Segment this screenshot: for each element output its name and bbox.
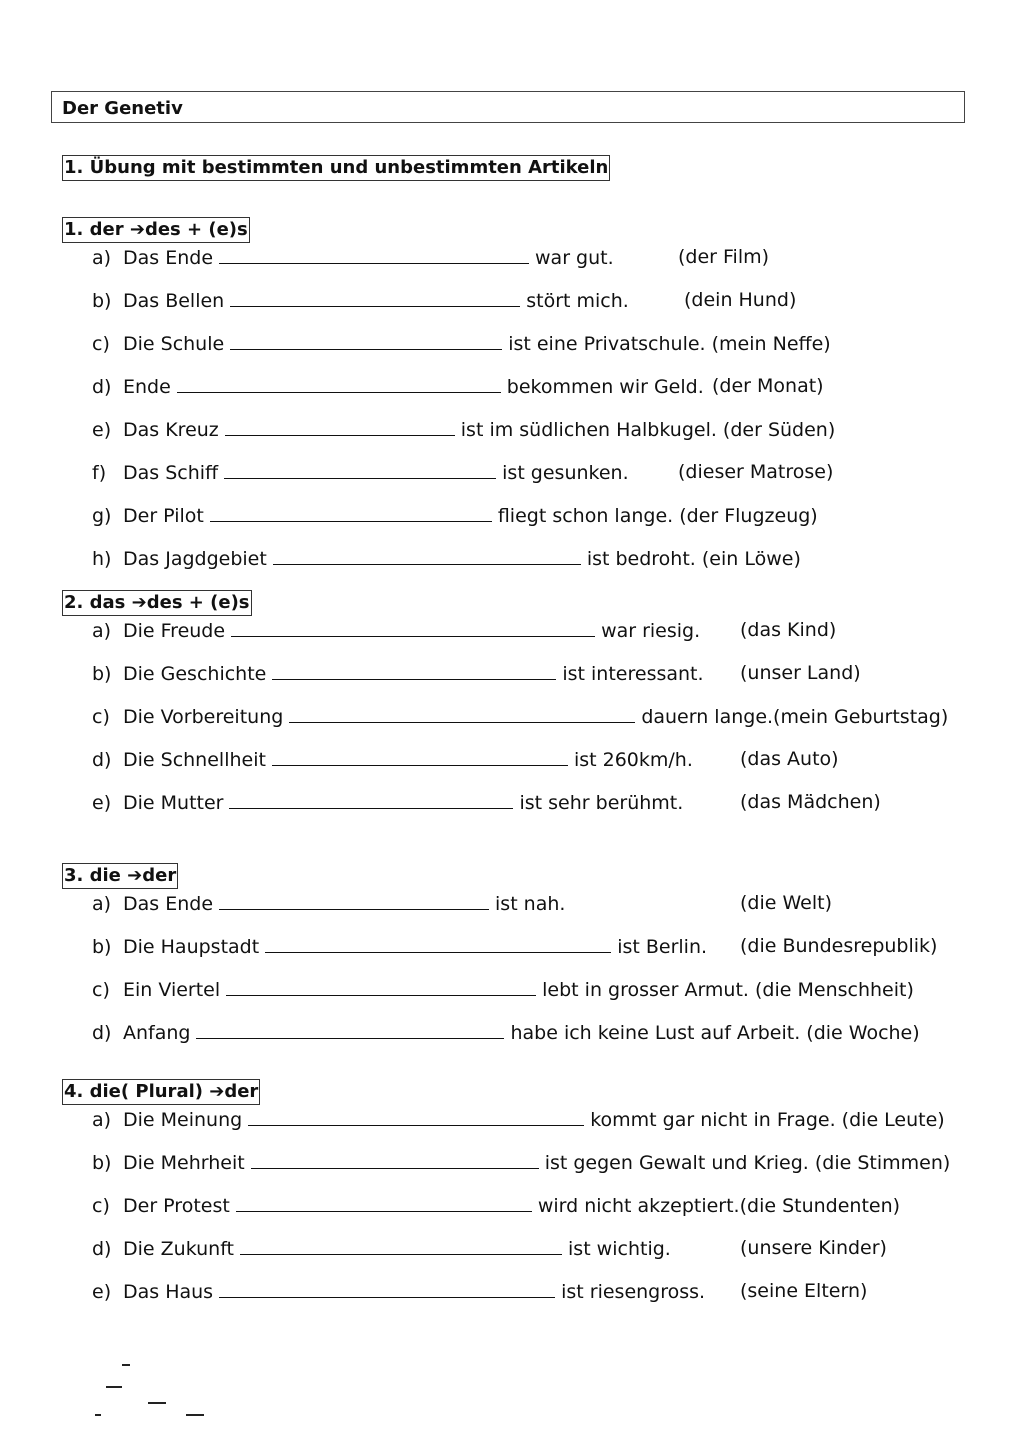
item-letter: b) [92, 663, 112, 685]
item-hint: (die Bundesrepublik) [740, 935, 938, 957]
item-letter: a) [92, 893, 112, 915]
page-title: Der Genetiv [62, 98, 183, 119]
item-prompt: Das Kreuz [123, 419, 219, 441]
exercise-item [92, 1236, 887, 1261]
item-letter: b) [92, 936, 112, 958]
item-letter: e) [92, 1281, 112, 1303]
item-letter: g) [92, 505, 112, 527]
item-prompt: Die Meinung [123, 1109, 243, 1131]
item-hint: (die Welt) [740, 892, 832, 914]
answer-blank[interactable] [265, 934, 611, 953]
item-continuation: ist Berlin. [617, 936, 708, 958]
exercise-item [92, 1020, 920, 1045]
answer-blank[interactable] [219, 1279, 555, 1298]
answer-blank[interactable] [226, 977, 536, 996]
answer-blank[interactable] [240, 1236, 562, 1255]
answer-blank[interactable] [231, 618, 595, 637]
item-hint: (unsere Kinder) [740, 1237, 887, 1259]
answer-blank[interactable] [248, 1107, 584, 1126]
exercise-item [92, 288, 797, 313]
item-continuation: ist 260km/h. [573, 749, 693, 771]
item-continuation: ist gesunken. [502, 462, 629, 484]
item-prompt: Das Ende [123, 893, 214, 915]
exercise-heading: 1. Übung mit bestimmten und unbestimmten Artikeln [62, 155, 610, 181]
item-prompt: Der Pilot [123, 505, 204, 527]
item-continuation: ist eine Privatschule. (mein Neffe) [508, 333, 831, 355]
item-prompt: Die Mutter [123, 792, 224, 814]
item-prompt: Das Bellen [123, 290, 225, 312]
exercise-item [92, 503, 818, 528]
item-continuation: ist gegen Gewalt und Krieg. (die Stimmen) [544, 1152, 951, 1174]
item-continuation: ist sehr berühmt. [519, 792, 684, 814]
item-letter: f) [92, 462, 107, 484]
item-continuation: habe ich keine Lust auf Arbeit. (die Woche) [510, 1022, 920, 1044]
item-hint: (dieser Matrose) [678, 461, 834, 483]
answer-blank[interactable] [230, 288, 520, 307]
item-letter: b) [92, 290, 112, 312]
item-hint: (das Auto) [740, 748, 839, 770]
item-letter: c) [92, 979, 110, 1001]
item-prompt: Die Haupstadt [123, 936, 260, 958]
exercise-item [92, 331, 831, 356]
title-box [51, 91, 965, 123]
answer-blank[interactable] [219, 245, 529, 264]
exercise-item [92, 704, 948, 729]
item-prompt: Die Geschichte [123, 663, 267, 685]
answer-blank[interactable] [210, 503, 492, 522]
answer-blank[interactable] [177, 374, 501, 393]
item-letter: a) [92, 620, 112, 642]
item-hint: (das Mädchen) [740, 791, 881, 813]
item-prompt: Die Freude [123, 620, 226, 642]
exercise-item [92, 374, 824, 399]
item-prompt: Die Zukunft [123, 1238, 235, 1260]
answer-blank[interactable] [236, 1193, 532, 1212]
item-letter: c) [92, 706, 110, 728]
item-hint: (seine Eltern) [740, 1280, 868, 1302]
item-letter: a) [92, 1109, 112, 1131]
item-continuation: war gut. [535, 247, 614, 269]
item-hint: (das Kind) [740, 619, 837, 641]
exercise-item [92, 460, 834, 485]
answer-blank[interactable] [224, 460, 496, 479]
item-continuation: fliegt schon lange. (der Flugzeug) [497, 505, 818, 527]
item-continuation: wird nicht akzeptiert.(die Stundenten) [537, 1195, 901, 1217]
item-continuation: bekommen wir Geld. [506, 376, 704, 398]
answer-blank[interactable] [289, 704, 635, 723]
section-label: 1. der ➔des + (e)s [62, 217, 250, 243]
item-prompt: Anfang [123, 1022, 191, 1044]
exercise-item [92, 1107, 945, 1132]
item-prompt: Das Jagdgebiet [123, 548, 267, 570]
section-label: 3. die ➔der [62, 863, 178, 889]
item-prompt: Die Schule [123, 333, 225, 355]
item-letter: b) [92, 1152, 112, 1174]
item-prompt: Ende [123, 376, 171, 398]
item-letter: d) [92, 1022, 112, 1044]
item-prompt: Der Protest [123, 1195, 230, 1217]
exercise-item [92, 747, 839, 772]
exercise-item [92, 661, 861, 686]
item-prompt: Die Mehrheit [123, 1152, 245, 1174]
answer-blank[interactable] [219, 891, 489, 910]
item-prompt: Die Schnellheit [123, 749, 266, 771]
exercise-item [92, 790, 881, 815]
item-prompt: Ein Viertel [123, 979, 221, 1001]
item-prompt: Das Haus [123, 1281, 214, 1303]
item-prompt: Die Vorbereitung [123, 706, 284, 728]
answer-blank[interactable] [272, 747, 568, 766]
answer-blank[interactable] [273, 546, 581, 565]
item-letter: d) [92, 749, 112, 771]
item-continuation: ist nah. [495, 893, 566, 915]
item-continuation: stört mich. [526, 290, 629, 312]
exercise-item [92, 546, 801, 571]
item-prompt: Das Schiff [123, 462, 219, 484]
item-continuation: ist bedroht. (ein Löwe) [586, 548, 801, 570]
item-letter: c) [92, 333, 110, 355]
exercise-item [92, 1279, 868, 1304]
exercise-item [92, 417, 835, 442]
section-label: 2. das ➔des + (e)s [62, 590, 252, 616]
item-continuation: lebt in grosser Armut. (die Menschheit) [542, 979, 914, 1001]
item-hint: (der Monat) [712, 375, 824, 397]
item-hint: (dein Hund) [684, 289, 797, 311]
answer-blank[interactable] [251, 1150, 539, 1169]
exercise-item [92, 934, 938, 959]
item-letter: h) [92, 548, 112, 570]
exercise-item [92, 618, 837, 643]
item-continuation: war riesig. [601, 620, 701, 642]
item-letter: a) [92, 247, 112, 269]
answer-blank[interactable] [196, 1020, 504, 1039]
item-letter: d) [92, 376, 112, 398]
answer-blank[interactable] [230, 331, 502, 350]
answer-blank[interactable] [272, 661, 556, 680]
item-continuation: ist riesengross. [561, 1281, 706, 1303]
exercise-item [92, 977, 914, 1002]
answer-blank[interactable] [225, 417, 455, 436]
exercise-item [92, 891, 832, 916]
answer-blank[interactable] [229, 790, 513, 809]
item-continuation: ist im südlichen Halbkugel. (der Süden) [460, 419, 836, 441]
item-prompt: Das Ende [123, 247, 214, 269]
exercise-item [92, 245, 770, 270]
item-letter: c) [92, 1195, 110, 1217]
item-letter: e) [92, 792, 112, 814]
item-continuation: ist wichtig. [568, 1238, 671, 1260]
section-label: 4. die( Plural) ➔der [62, 1079, 260, 1105]
exercise-item [92, 1150, 950, 1175]
item-hint: (unser Land) [740, 662, 861, 684]
item-letter: e) [92, 419, 112, 441]
item-continuation: ist interessant. [562, 663, 704, 685]
exercise-item [92, 1193, 900, 1218]
item-continuation: kommt gar nicht in Frage. (die Leute) [590, 1109, 945, 1131]
item-letter: d) [92, 1238, 112, 1260]
item-hint: (der Film) [678, 246, 770, 268]
item-continuation: dauern lange.(mein Geburtstag) [641, 706, 949, 728]
